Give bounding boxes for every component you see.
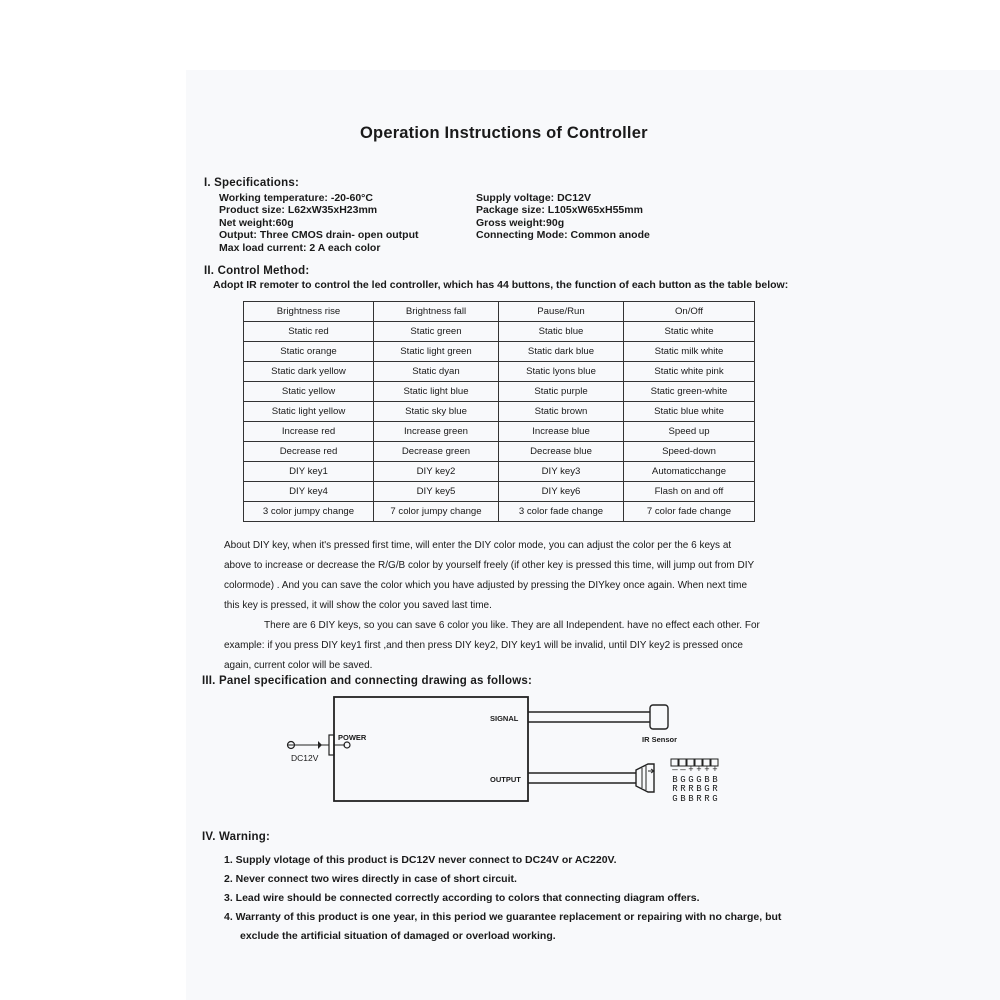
table-cell: Static light blue — [374, 382, 499, 402]
table-cell: DIY key4 — [244, 482, 374, 502]
table-cell: Static lyons blue — [499, 362, 624, 382]
pin-label: R — [696, 793, 702, 804]
table-cell: Decrease green — [374, 442, 499, 462]
table-cell: DIY key2 — [374, 462, 499, 482]
specifications-heading: I. Specifications: — [204, 177, 299, 189]
table-cell: 3 color jumpy change — [244, 502, 374, 522]
pin-label: + — [712, 765, 718, 775]
warning-heading: IV. Warning: — [202, 831, 270, 843]
table-cell: Speed up — [624, 422, 755, 442]
table-cell: DIY key1 — [244, 462, 374, 482]
pin-label: — — [680, 765, 686, 775]
table-cell: Static white — [624, 322, 755, 342]
pin-label: R — [680, 784, 686, 794]
spec-line: Output: Three CMOS drain- open output — [219, 229, 419, 242]
pin-label: R — [672, 784, 678, 794]
spec-line: Supply voltage: DC12V — [476, 192, 591, 204]
warning-item: 1. Supply vlotage of this product is DC12V never connect to DC24V or AC220V. — [224, 854, 617, 866]
pin-label: G — [680, 774, 686, 785]
pin-label-row — [671, 795, 719, 805]
control-method-heading: II. Control Method: — [204, 265, 310, 277]
pin-label: G — [672, 793, 678, 804]
table-cell: Increase red — [244, 422, 374, 442]
table-cell: Pause/Run — [499, 302, 624, 322]
table-cell: Static sky blue — [374, 402, 499, 422]
table-cell: Static purple — [499, 382, 624, 402]
spec-line: Gross weight:90g — [476, 216, 565, 229]
warning-item-continuation: exclude the artificial situation of damaged or overload working. — [240, 930, 556, 942]
table-cell: DIY key3 — [499, 462, 624, 482]
table-cell: Increase green — [374, 422, 499, 442]
dc12v-label: DC12V — [291, 753, 319, 763]
warning-item: 2. Never connect two wires directly in case of short circuit. — [224, 873, 517, 885]
signal-label: SIGNAL — [490, 714, 519, 723]
pin-label-grid — [671, 766, 719, 804]
pin-label: B — [680, 793, 686, 804]
controller-box — [334, 697, 528, 801]
paragraph-line: colormode) . And you can save the color which you have adjusted by pressing the DIYkey once again. When next time — [224, 580, 748, 591]
table-cell: Static white pink — [624, 362, 755, 382]
table-cell: On/Off — [624, 302, 755, 322]
page-title: Operation Instructions of Controller — [360, 124, 648, 142]
table-cell: Static red — [244, 322, 374, 342]
power-label: POWER — [338, 733, 367, 742]
table-cell: Speed-down — [624, 442, 755, 462]
pin-label: B — [704, 774, 710, 785]
warning-item: 4. Warranty of this product is one year, in this period we guarantee replacement or repairing with no charge, but — [224, 911, 782, 923]
paragraph-line: this key is pressed, it will show the color you saved last time. — [224, 600, 492, 611]
table-cell: DIY key6 — [499, 482, 624, 502]
pin-label: — — [672, 765, 678, 775]
spec-line: Working temperature: -20-60°C — [219, 192, 373, 204]
pin-label: R — [704, 793, 710, 804]
table-cell: Decrease blue — [499, 442, 624, 462]
pin-label: G — [696, 774, 702, 785]
table-cell: 7 color fade change — [624, 502, 755, 522]
table-cell: Static blue — [499, 322, 624, 342]
output-cable — [528, 764, 654, 792]
pin-boxes — [671, 759, 718, 766]
pin-label: B — [696, 784, 702, 794]
pin-label: R — [712, 784, 718, 794]
paragraph-line: There are 6 DIY keys, so you can save 6 color you like. They are all Independent. have no effect each other. For — [264, 620, 760, 631]
ir-sensor-label: IR Sensor — [642, 735, 678, 744]
paragraph-line: again, current color will be saved. — [224, 660, 373, 671]
table-cell: Static brown — [499, 402, 624, 422]
table-cell: Decrease red — [244, 442, 374, 462]
control-intro: Adopt IR remoter to control the led controller, which has 44 buttons, the function of each button as the table below: — [213, 279, 789, 291]
spec-line: Package size: L105xW65xH55mm — [476, 204, 643, 217]
panel-heading: III. Panel specification and connecting drawing as follows: — [202, 675, 533, 687]
table-cell: Static green — [374, 322, 499, 342]
signal-cable — [528, 705, 668, 729]
table-cell: Static dyan — [374, 362, 499, 382]
spec-line: Net weight:60g — [219, 216, 294, 229]
output-label: OUTPUT — [490, 775, 521, 784]
warning-list — [224, 851, 781, 946]
paragraph-line: example: if you press DIY key1 first ,and then press DIY key2, DIY key1 will be invalid, until DIY key2 is pressed once — [224, 640, 743, 651]
pin-label: G — [688, 774, 694, 785]
table-cell: 7 color jumpy change — [374, 502, 499, 522]
pin-label: R — [688, 784, 694, 794]
spec-line: Connecting Mode: Common anode — [476, 229, 650, 242]
pin-label: G — [704, 784, 710, 794]
pin-label: B — [688, 793, 694, 804]
table-cell: Static dark yellow — [244, 362, 374, 382]
pin-label: B — [712, 774, 718, 785]
pin-label: + — [696, 765, 702, 775]
table-cell: 3 color fade change — [499, 502, 624, 522]
table-cell: Static green-white — [624, 382, 755, 402]
table-cell: Flash on and off — [624, 482, 755, 502]
warning-item: 3. Lead wire should be connected correctly according to colors that connecting diagram offers. — [224, 892, 700, 904]
pin-label: + — [688, 765, 694, 775]
table-cell: DIY key5 — [374, 482, 499, 502]
table-cell: Static milk white — [624, 342, 755, 362]
table-cell: Static orange — [244, 342, 374, 362]
paragraph-line: About DIY key, when it's pressed first time, will enter the DIY color mode, you can adjust the color per the 6 keys at — [224, 540, 732, 551]
table-cell: Static dark blue — [499, 342, 624, 362]
table-cell: Automaticchange — [624, 462, 755, 482]
table-cell: Static light green — [374, 342, 499, 362]
spec-line: Product size: L62xW35xH23mm — [219, 204, 378, 217]
table-cell: Brightness rise — [244, 302, 374, 322]
table-cell: Static blue white — [624, 402, 755, 422]
pin-label: G — [712, 793, 718, 804]
table-cell: Increase blue — [499, 422, 624, 442]
table-cell: Brightness fall — [374, 302, 499, 322]
table-cell: Static yellow — [244, 382, 374, 402]
spec-line: Max load current: 2 A each color — [219, 241, 381, 254]
pin-label: + — [704, 765, 710, 775]
paragraph-line: above to increase or decrease the R/G/B color by yourself freely (if other key is pressed this time, will jump out from DIY — [224, 560, 755, 571]
table-cell: Static light yellow — [244, 402, 374, 422]
pin-label: B — [672, 774, 678, 785]
